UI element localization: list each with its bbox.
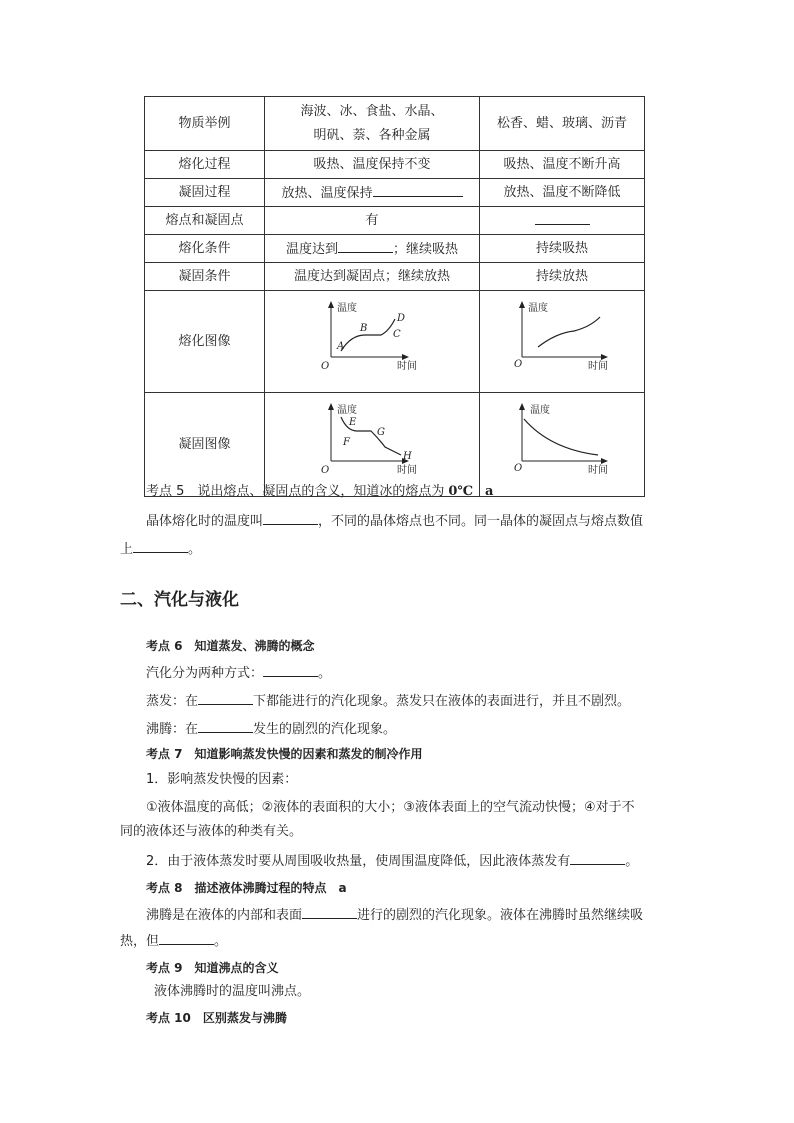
x-arrow	[402, 354, 409, 360]
kp8-line1	[146, 904, 643, 926]
row-label: 凝固过程	[145, 179, 265, 207]
y-arrow	[519, 301, 525, 308]
melting-curve	[538, 317, 600, 347]
fill-blank[interactable]	[535, 210, 590, 225]
point-g-label: G	[377, 427, 385, 438]
amorphous-cell	[480, 291, 645, 393]
origin-label: O	[321, 465, 330, 476]
cell-text: 温度达到	[285, 241, 338, 257]
kp6-line2	[146, 690, 630, 712]
kp8-title: 考点 8 描述液体沸腾过程的特点 a	[146, 881, 347, 895]
text: 发生的剧烈的汽化现象。	[253, 722, 397, 737]
text: 热，但	[120, 934, 160, 949]
x-arrow	[601, 458, 608, 464]
kp5-temp: 0℃	[448, 484, 474, 499]
crystal-melting-graph	[265, 291, 479, 385]
crystal-solidification-graph	[265, 393, 479, 489]
amorphous-cell: 持续放热	[480, 263, 645, 291]
kp8-line2	[120, 930, 227, 952]
y-arrow	[328, 403, 334, 410]
text: 下都能进行的汽化现象。蒸发只在液体的表面进行，并且不剧烈。	[253, 694, 631, 709]
kp9-title: 考点 9 知道沸点的含义	[146, 961, 279, 975]
point-f-label: F	[343, 437, 350, 448]
crystal-cell: 吸热、温度保持不变	[265, 151, 480, 179]
fill-blank[interactable]	[302, 904, 357, 919]
kp5-paragraph-line2	[120, 538, 201, 560]
y-label: 温度	[337, 405, 357, 416]
melting-curve	[341, 319, 395, 351]
table-row	[145, 235, 645, 263]
amorphous-solidification-graph	[480, 393, 644, 489]
point-a-label: A	[337, 341, 345, 352]
kp7-line1: 1．影响蒸发快慢的因素：	[146, 772, 298, 787]
table-row	[145, 207, 645, 235]
kp7-line4	[146, 850, 638, 872]
table-row	[145, 291, 645, 393]
amorphous-cell: 放热、温度不断降低	[480, 179, 645, 207]
fill-blank[interactable]	[263, 662, 318, 677]
cell-text: 放热、温度保持	[281, 185, 373, 201]
kp7-title: 考点 7 知道影响蒸发快慢的因素和蒸发的制冷作用	[146, 747, 423, 761]
text: 2．由于液体蒸发时要从周围吸收热量，使周围温度降低，因此液体蒸发有	[146, 854, 571, 869]
text: 蒸发：在	[146, 694, 199, 709]
fill-blank[interactable]	[570, 850, 625, 865]
text: 上	[120, 542, 134, 557]
x-label: 时间	[397, 465, 417, 476]
crystal-cell	[265, 291, 480, 393]
y-arrow	[519, 403, 525, 410]
text: ，不同的晶体熔点也不同。同一晶体的凝固点与熔点数值	[318, 514, 644, 529]
row-label: 物质举例	[145, 97, 265, 151]
row-label: 凝固图像	[145, 393, 265, 497]
fill-blank[interactable]	[338, 238, 393, 253]
table-row	[145, 151, 645, 179]
amorphous-cell: 吸热、温度不断升高	[480, 151, 645, 179]
fill-blank[interactable]	[198, 718, 253, 733]
fill-blank[interactable]	[263, 510, 318, 525]
amorphous-cell	[480, 207, 645, 235]
amorphous-cell	[480, 393, 645, 497]
row-label: 熔点和凝固点	[145, 207, 265, 235]
crystal-cell	[265, 235, 480, 263]
crystal-cell: 温度达到凝固点；继续放热	[265, 263, 480, 291]
crystal-line: 明矾、萘、各种金属	[313, 127, 431, 143]
kp10-title: 考点 10 区别蒸发与沸腾	[146, 1011, 287, 1025]
kp7-line3: 同的液体还与液体的种类有关。	[120, 824, 303, 839]
text: 晶体熔化时的温度叫	[146, 514, 264, 529]
point-d-label: D	[397, 313, 406, 324]
kp6-line3	[146, 718, 396, 740]
kp5-paragraph-line1	[146, 510, 643, 532]
text: 。	[214, 934, 228, 949]
crystal-cell	[265, 97, 480, 151]
point-b-label: B	[360, 323, 368, 334]
x-label: 时间	[588, 361, 608, 372]
x-label: 时间	[397, 361, 417, 372]
text: 。	[625, 854, 639, 869]
point-e-label: E	[349, 417, 357, 428]
kp6-title: 考点 6 知道蒸发、沸腾的概念	[146, 639, 315, 653]
fill-blank[interactable]	[159, 930, 214, 945]
point-h-label: H	[403, 451, 412, 462]
fill-blank[interactable]	[198, 690, 253, 705]
solidification-curve	[524, 419, 598, 455]
kp6-line1	[146, 662, 331, 684]
x-label: 时间	[588, 465, 608, 476]
text: 汽化分为两种方式：	[146, 666, 264, 681]
fill-blank[interactable]	[133, 538, 188, 553]
x-arrow	[601, 354, 608, 360]
comparison-table	[144, 96, 645, 497]
kp5-title	[146, 482, 493, 502]
text: 。	[318, 666, 332, 681]
crystal-cell: 有	[265, 207, 480, 235]
text: 。	[188, 542, 202, 557]
kp7-line2: ①液体温度的高低；②液体的表面积的大小；③液体表面上的空气流动快慢；④对于不	[146, 800, 635, 815]
kp5-title-text: 考点 5 说出熔点、凝固点的含义，知道冰的熔点为	[146, 484, 445, 499]
amorphous-cell: 松香、蜡、玻璃、沥青	[480, 97, 645, 151]
table-row	[145, 263, 645, 291]
origin-label: O	[321, 361, 330, 372]
row-label: 熔化过程	[145, 151, 265, 179]
row-label: 凝固条件	[145, 263, 265, 291]
crystal-cell	[265, 179, 480, 207]
text: 沸腾是在液体的内部和表面	[146, 908, 303, 923]
origin-label: O	[514, 359, 523, 370]
amorphous-cell: 持续吸热	[480, 235, 645, 263]
section-heading: 二、汽化与液化	[120, 590, 239, 610]
origin-label: O	[514, 463, 523, 474]
row-label: 熔化条件	[145, 235, 265, 263]
table-row	[145, 97, 645, 151]
cell-text: ；继续吸热	[393, 241, 459, 257]
fill-blank[interactable]	[373, 182, 463, 197]
table-row	[145, 393, 645, 497]
y-label: 温度	[337, 303, 357, 314]
crystal-line: 海波、冰、食盐、水晶、	[300, 103, 444, 119]
amorphous-melting-graph	[480, 291, 644, 385]
text: 进行的剧烈的汽化现象。液体在沸腾时虽然继续吸	[357, 908, 644, 923]
row-label: 熔化图像	[145, 291, 265, 393]
crystal-cell	[265, 393, 480, 497]
y-label: 温度	[528, 303, 548, 314]
kp5-level: a	[485, 484, 494, 499]
kp9-line1: 液体沸腾时的温度叫沸点。	[154, 984, 311, 999]
y-arrow	[328, 301, 334, 308]
y-label: 温度	[530, 405, 550, 416]
table-row	[145, 179, 645, 207]
point-c-label: C	[393, 329, 401, 340]
text: 沸腾：在	[146, 722, 199, 737]
